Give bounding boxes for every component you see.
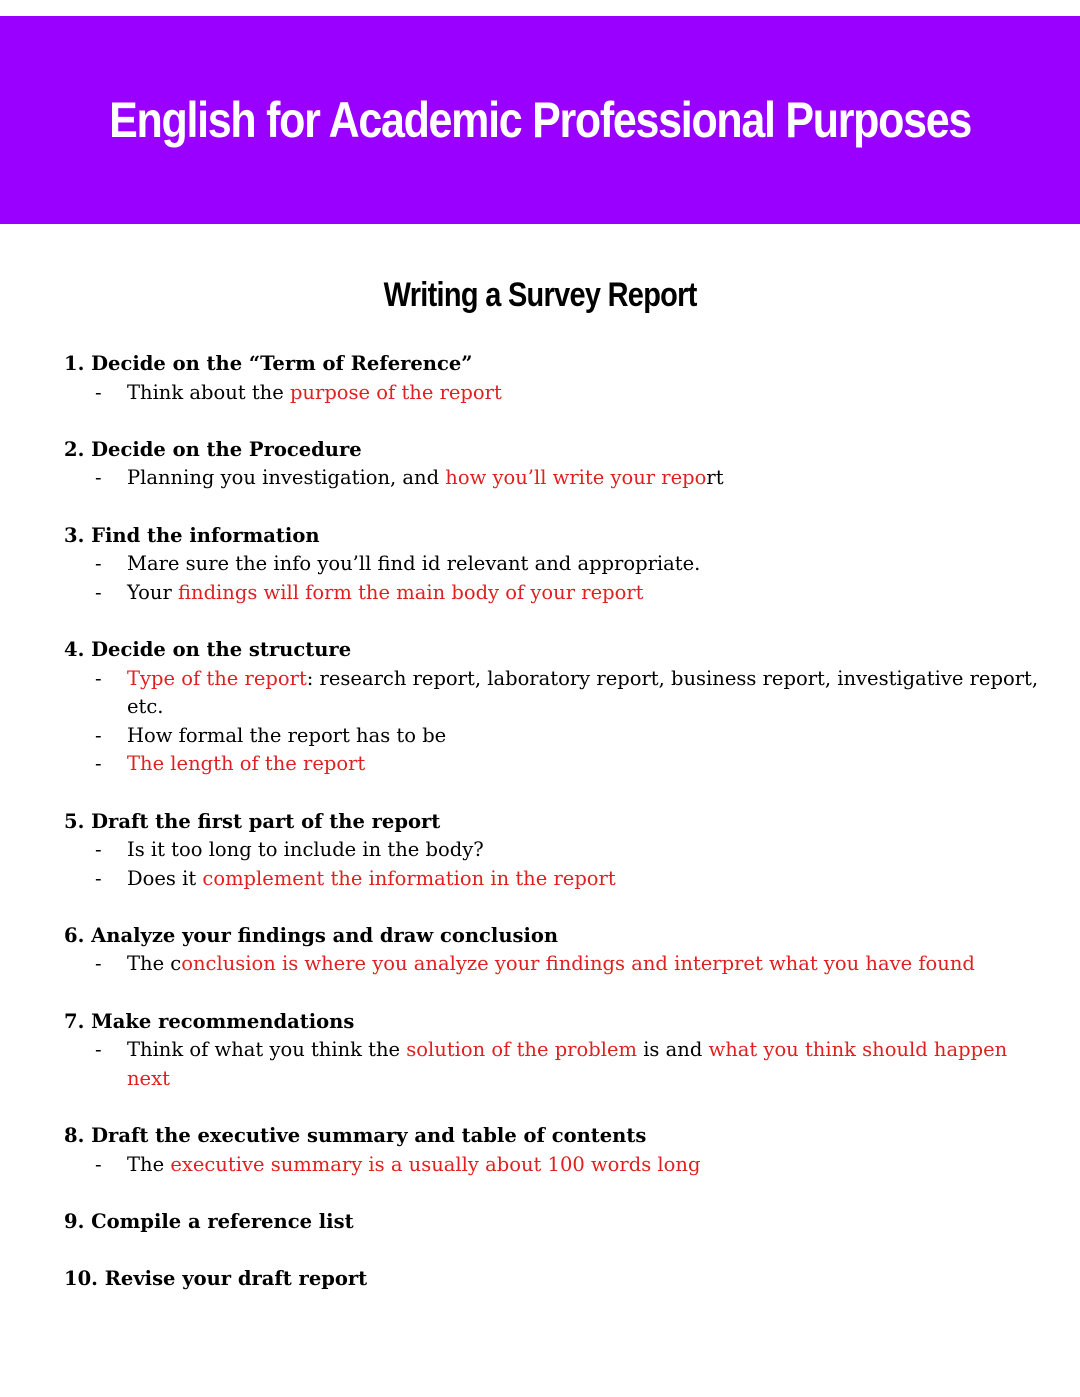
highlighted-text: purpose of the report <box>289 380 502 404</box>
highlighted-text: how you’ll write your repo <box>445 466 707 490</box>
step-heading: 1. Decide on the “Term of Reference” <box>64 352 473 375</box>
bullet-item <box>64 464 1044 493</box>
page-title <box>0 276 1080 315</box>
step-heading: 7. Make recommendations <box>64 1009 355 1033</box>
bullet-item <box>64 865 1044 894</box>
step-item <box>64 922 1044 979</box>
dash-bullet-icon: - <box>95 1038 102 1062</box>
highlighted-text: solution of the problem <box>406 1038 637 1062</box>
dash-bullet-icon: - <box>95 952 102 976</box>
dash-bullet-icon: - <box>95 1152 102 1176</box>
highlighted-text: executive summary is a usually about 100 words long <box>170 1152 701 1176</box>
highlighted-text: Type of the report <box>127 666 307 690</box>
body-text: is and <box>637 1038 709 1062</box>
step-heading: 5. Draft the first part of the report <box>64 809 441 833</box>
bullet-item <box>64 1151 1044 1180</box>
body-text: : research report, laboratory report, business report, investigative report, etc. <box>127 666 1039 719</box>
body-text: Think about the <box>127 380 290 404</box>
step-item <box>64 1008 1044 1094</box>
step-item <box>64 436 1044 493</box>
bullet-item <box>64 750 1044 779</box>
step-heading: 3. Find the information <box>64 523 320 547</box>
steps-list <box>64 350 1044 1322</box>
step-heading: 4. Decide on the structure <box>64 637 352 661</box>
step-heading: 6. Analyze your findings and draw conclusion <box>64 923 559 947</box>
dash-bullet-icon: - <box>95 466 102 490</box>
bullet-item <box>64 550 1044 579</box>
body-text: How formal the report has to be <box>127 723 447 747</box>
header-banner <box>0 16 1080 224</box>
step-item <box>64 522 1044 608</box>
highlighted-text: onclusion is where you analyze your findings and interpret what you have found <box>181 952 975 976</box>
bullet-item <box>64 722 1044 751</box>
bullet-item <box>64 1036 1044 1093</box>
body-text: The <box>127 1152 171 1176</box>
step-heading: 9. Compile a reference list <box>64 1209 354 1233</box>
body-text: Think of what you think the <box>127 1038 407 1062</box>
body-text: Is it too long to include in the body? <box>127 838 484 862</box>
step-heading: 8. Draft the executive summary and table of contents <box>64 1124 647 1148</box>
highlighted-text: findings will form the main body of your report <box>178 580 644 604</box>
bullet-item <box>64 665 1044 722</box>
highlighted-text: complement the information in the report <box>202 866 616 890</box>
highlighted-text: what you think should happen next <box>127 1038 1008 1090</box>
step-item <box>64 1265 1044 1294</box>
step-item <box>64 808 1044 894</box>
page-title-text: Writing a Survey Report <box>383 276 697 314</box>
dash-bullet-icon: - <box>95 752 102 776</box>
dash-bullet-icon: - <box>95 723 102 747</box>
course-title: English for Academic Professional Purposes <box>109 92 971 148</box>
step-heading: 10. Revise your draft report <box>64 1267 368 1290</box>
step-item <box>64 636 1044 779</box>
step-item <box>64 350 1044 407</box>
bullet-item <box>64 579 1044 608</box>
body-text: Your <box>127 580 178 604</box>
step-item <box>64 1208 1044 1237</box>
dash-bullet-icon: - <box>95 866 102 890</box>
body-text: Planning you investigation, and <box>127 466 446 490</box>
highlighted-text: The length of the report <box>127 752 366 776</box>
dash-bullet-icon: - <box>95 666 102 690</box>
dash-bullet-icon: - <box>95 580 102 604</box>
bullet-item <box>64 950 1044 979</box>
body-text: rt <box>706 466 724 490</box>
body-text: Mare sure the info you’ll find id relevant and appropriate. <box>127 552 701 576</box>
dash-bullet-icon: - <box>95 838 102 862</box>
bullet-item <box>64 379 1044 408</box>
dash-bullet-icon: - <box>95 380 102 404</box>
step-item <box>64 1122 1044 1179</box>
bullet-item <box>64 836 1044 865</box>
body-text: The c <box>127 952 182 976</box>
dash-bullet-icon: - <box>95 552 102 576</box>
body-text: Does it <box>127 866 203 890</box>
step-heading: 2. Decide on the Procedure <box>64 437 362 461</box>
